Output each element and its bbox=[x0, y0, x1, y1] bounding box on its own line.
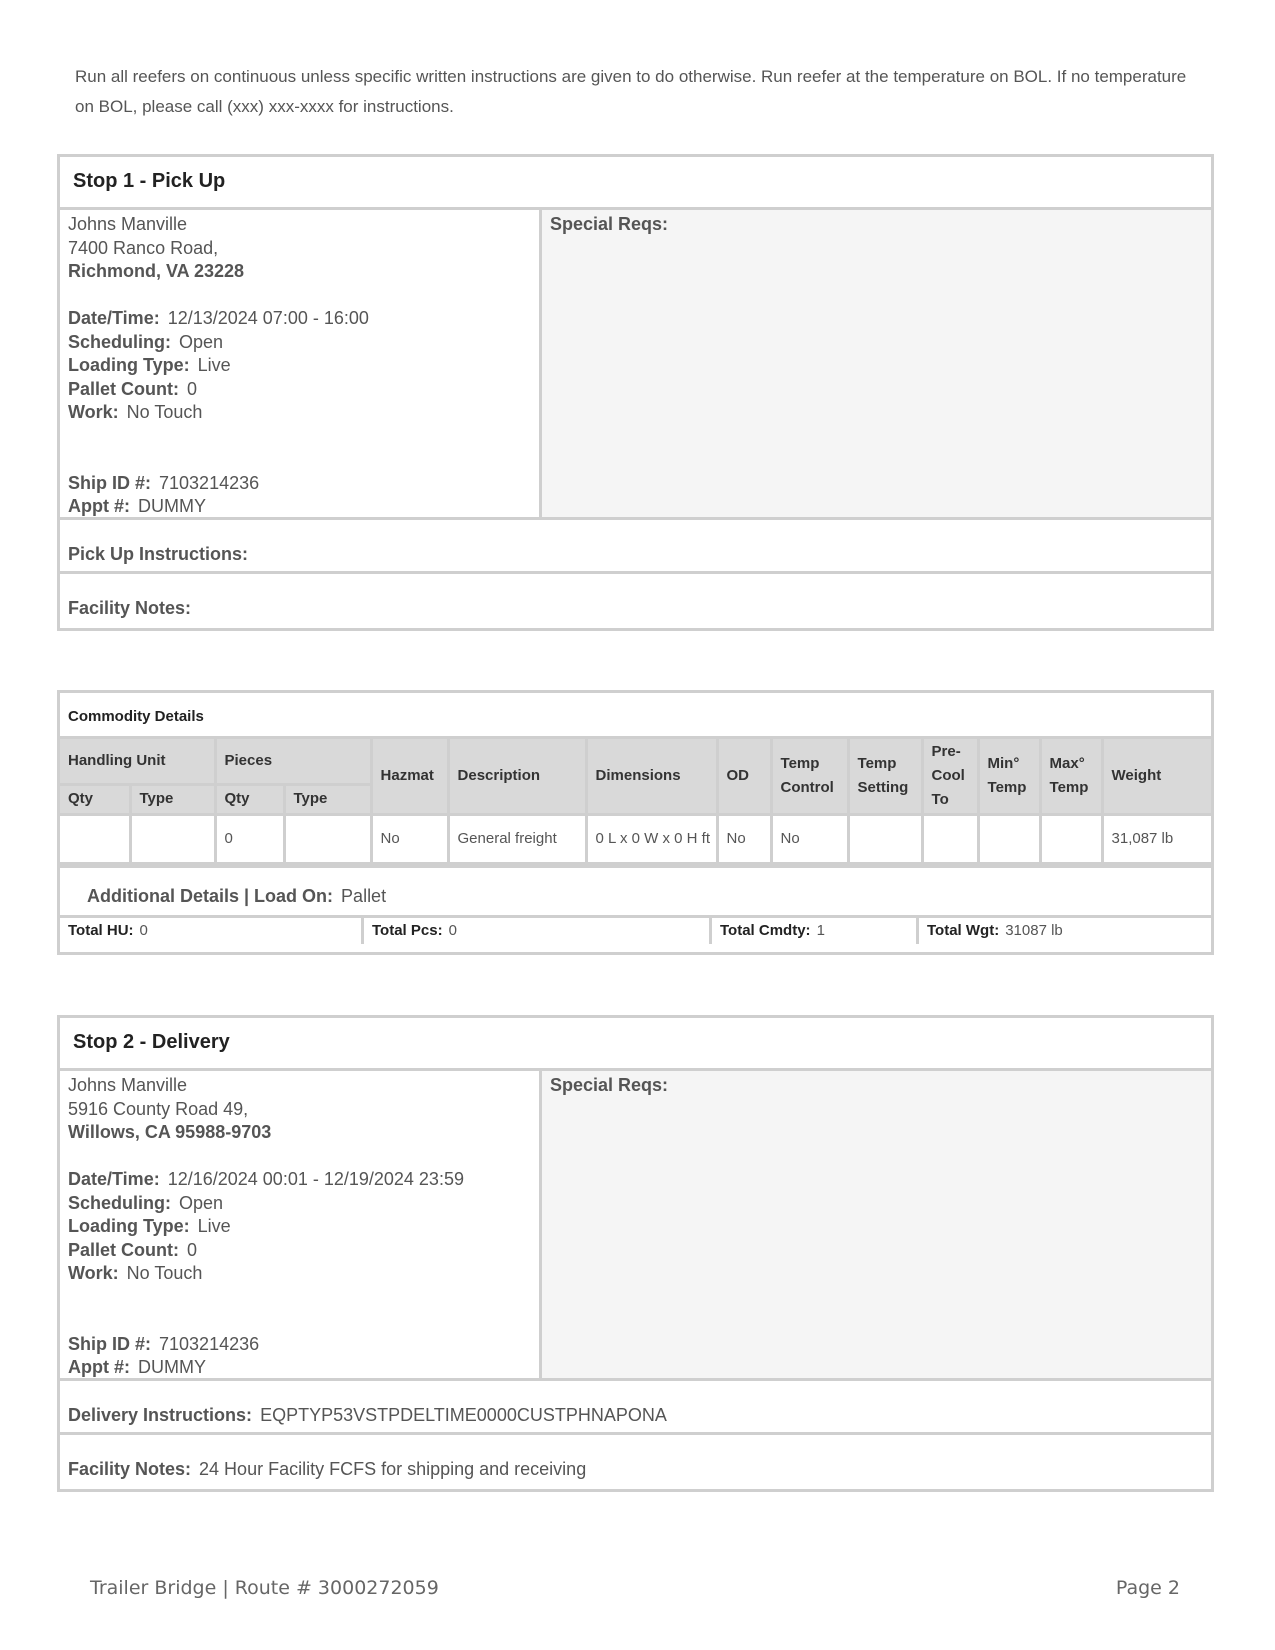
cell-hazmat: No bbox=[371, 814, 448, 863]
stop-2-appt: Appt #: DUMMY bbox=[68, 1357, 206, 1377]
additional-details: Additional Details | Load On: Pallet bbox=[60, 865, 1211, 918]
total-hu: Total HU: 0 bbox=[60, 918, 364, 944]
stop-2-scheduling: Scheduling: Open bbox=[68, 1192, 224, 1213]
cell-pcs-type bbox=[284, 814, 371, 863]
stop-1-datetime: Date/Time: 12/13/2024 07:00 - 16:00 bbox=[68, 308, 369, 328]
page-number: Page 2 bbox=[1115, 1577, 1180, 1599]
stop-2-city: Willows, CA 95988-9703 bbox=[68, 1122, 272, 1142]
stop-1-section bbox=[57, 154, 1214, 631]
header-temp-control: Temp Control bbox=[771, 739, 848, 814]
cell-hu-type bbox=[130, 814, 215, 863]
cell-weight: 31,087 lb bbox=[1102, 814, 1211, 863]
header-pcs-qty: Qty bbox=[215, 784, 284, 814]
header-precool: Pre-Cool To bbox=[922, 739, 978, 814]
cell-dimensions: 0 L x 0 W x 0 H ft bbox=[586, 814, 717, 863]
stop-1-pallet-count: Pallet Count: 0 bbox=[68, 378, 198, 399]
header-description: Description bbox=[448, 739, 586, 814]
stop-2-pallet-count: Pallet Count: 0 bbox=[68, 1239, 198, 1260]
cell-description: General freight bbox=[448, 814, 586, 863]
stop-2-work: Work: No Touch bbox=[68, 1263, 203, 1283]
header-handling-unit: Handling Unit bbox=[60, 739, 215, 784]
stop-1-instructions: Pick Up Instructions: bbox=[60, 520, 1211, 574]
stop-1-title: Stop 1 - Pick Up bbox=[60, 157, 1211, 210]
stop-2-loading-type: Loading Type: Live bbox=[68, 1216, 231, 1236]
header-weight: Weight bbox=[1102, 739, 1211, 814]
total-pcs: Total Pcs: 0 bbox=[364, 918, 712, 944]
stop-1-street: 7400 Ranco Road, bbox=[68, 237, 219, 258]
stop-2-special-reqs: Special Reqs: bbox=[542, 1071, 1211, 1378]
cell-pcs-qty: 0 bbox=[215, 814, 284, 863]
header-pcs-type: Type bbox=[284, 784, 371, 814]
total-wgt: Total Wgt: 31087 lb bbox=[927, 921, 1063, 939]
stop-2-details bbox=[60, 1071, 542, 1378]
stop-2-instructions: Delivery Instructions: EQPTYP53VSTPDELTIME0000CUSTPHNAPONA bbox=[60, 1381, 1211, 1435]
header-hazmat: Hazmat bbox=[371, 739, 448, 814]
commodity-title: Commodity Details bbox=[60, 693, 1211, 739]
header-hu-type: Type bbox=[130, 784, 215, 814]
stop-1-appt: Appt #: DUMMY bbox=[68, 496, 206, 516]
stop-1-name: Johns Manville bbox=[68, 214, 188, 234]
stop-1-loading-type: Loading Type: Live bbox=[68, 355, 231, 375]
cell-min-temp bbox=[978, 814, 1040, 863]
stop-2-datetime: Date/Time: 12/16/2024 00:01 - 12/19/2024 23:59 bbox=[68, 1169, 464, 1189]
header-temp-setting: Temp Setting bbox=[848, 739, 922, 814]
stop-1-work: Work: No Touch bbox=[68, 402, 203, 422]
header-dimensions: Dimensions bbox=[586, 739, 717, 814]
header-max-temp: Max° Temp bbox=[1040, 739, 1102, 814]
stop-1-special-reqs: Special Reqs: bbox=[542, 210, 1211, 517]
footer-route: Trailer Bridge | Route # 3000272059 bbox=[90, 1577, 439, 1599]
header-pieces: Pieces bbox=[215, 739, 371, 784]
cell-temp-setting bbox=[848, 814, 922, 863]
stop-2-title: Stop 2 - Delivery bbox=[60, 1018, 1211, 1071]
cell-hu-qty bbox=[60, 814, 130, 863]
header-hu-qty: Qty bbox=[60, 784, 130, 814]
stop-1-city: Richmond, VA 23228 bbox=[68, 261, 245, 281]
cell-precool bbox=[922, 814, 978, 863]
commodity-table bbox=[60, 739, 1211, 865]
stop-2-street: 5916 County Road 49, bbox=[68, 1098, 249, 1119]
reefer-instructions: Run all reefers on continuous unless specific written instructions are given to do otherwise. Run reefer at the temperature on BOL. If no temperature on BOL, please call (xxx) xxx-xxxx for instructions. bbox=[75, 67, 1187, 116]
cell-temp-control: No bbox=[771, 814, 848, 863]
stop-1-facility-notes: Facility Notes: bbox=[68, 598, 192, 618]
total-cmdty: Total Cmdty: 1 bbox=[712, 918, 919, 944]
commodity-totals bbox=[60, 918, 1211, 944]
page-footer bbox=[90, 1577, 1180, 1599]
header-od: OD bbox=[717, 739, 771, 814]
table-row bbox=[60, 814, 1211, 863]
commodity-details bbox=[57, 690, 1214, 955]
stop-2-ship-id: Ship ID #: 7103214236 bbox=[68, 1333, 260, 1354]
stop-1-ship-id: Ship ID #: 7103214236 bbox=[68, 472, 260, 493]
stop-1-details bbox=[60, 210, 542, 517]
stop-1-scheduling: Scheduling: Open bbox=[68, 331, 224, 352]
stop-2-facility-notes: Facility Notes: 24 Hour Facility FCFS for shipping and receiving bbox=[68, 1459, 587, 1479]
header-min-temp: Min° Temp bbox=[978, 739, 1040, 814]
cell-max-temp bbox=[1040, 814, 1102, 863]
stop-2-name: Johns Manville bbox=[68, 1075, 188, 1095]
stop-2-section bbox=[57, 1015, 1214, 1492]
cell-od: No bbox=[717, 814, 771, 863]
